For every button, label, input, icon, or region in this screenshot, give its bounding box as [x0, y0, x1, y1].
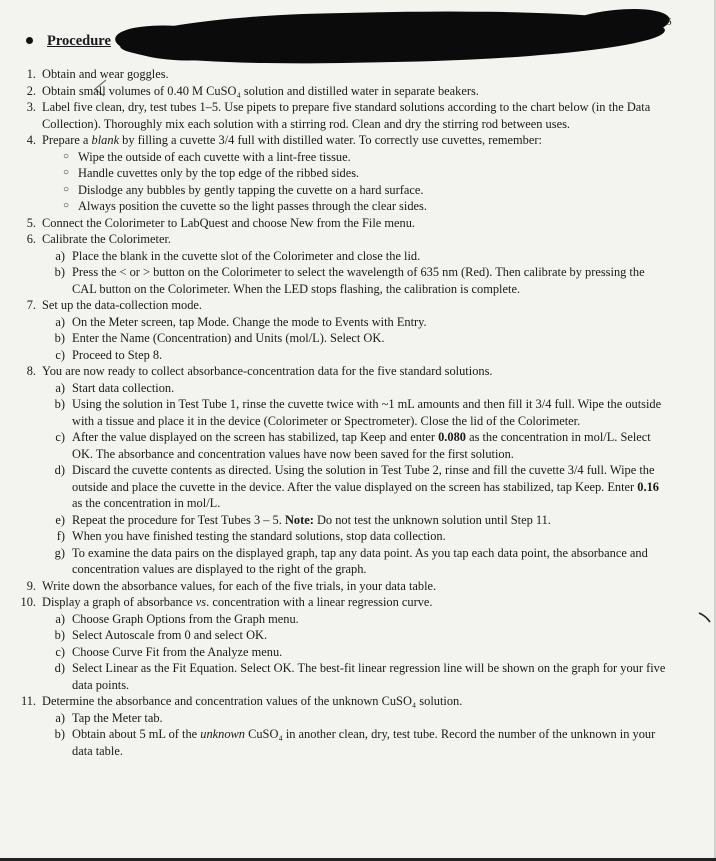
sub-item: d) Select Linear as the Fit Equation. Select OK. The best-fit linear regression line will be shown on the graph for your five data points.	[54, 661, 666, 692]
step-text: Determine the absorbance and concentration values of the unknown CuSO₄ solution.	[42, 694, 463, 708]
redaction-scribble	[559, 4, 672, 45]
circle-bullet-icon: ○	[62, 150, 69, 162]
sub-item: e) Repeat the procedure for Test Tubes 3 – 5. Note: Do not test the unknown solution until Step 11.	[55, 512, 551, 527]
sub-item: c) After the value displayed on the screen has stabilized, tap Keep and enter 0.080 as the concentration in mol/L. Select OK. The absorbance and concentration values have now been saved for the first solution.	[55, 430, 651, 461]
step-number: 6.	[26, 232, 36, 246]
step-number: 9.	[26, 578, 36, 593]
step-number: 4.	[26, 133, 36, 147]
sub-item: b) Obtain about 5 mL of the unknown CuSO₄ in another clean, dry, test tube. Record the number of the unknown in your data table.	[54, 727, 656, 758]
step-text: You are now ready to collect absorbance-concentration data for the five standard solutions.	[42, 364, 493, 378]
step-number: 11.	[20, 694, 36, 708]
page-number: 6	[666, 16, 672, 28]
sub-item: f) When you have finished testing the standard solutions, stop data collection.	[56, 529, 446, 543]
list-item	[0, 578, 700, 595]
list-item	[0, 99, 700, 132]
sub-item: b) Using the solution in Test Tube 1, rinse the cuvette twice with ~1 mL amounts and then fill it 3/4 full. Wipe the outside with a tissue and place it in the device (Colorimeter or Spectrometer). Close the lid of the Colorimeter.	[54, 397, 662, 428]
section-title: Procedure	[47, 33, 111, 49]
sub-item: d) Discard the cuvette contents as directed. Using the solution in Test Tube 2, rinse and fill the cuvette 3/4 full. Wipe the outside and place the cuvette in the device. After the value displayed on the screen has stabilized, tap Keep. Enter 0.16 as the concentration in mol/L.	[54, 463, 659, 510]
step-text: Obtain and wear goggles.	[42, 67, 169, 81]
sub-item: a) Start data collection.	[55, 380, 175, 395]
list-item	[0, 83, 700, 100]
step-text: Display a graph of absorbance vs. concentration with a linear regression curve.	[42, 595, 433, 609]
edge-mark-icon	[698, 610, 712, 624]
step-text: Obtain small volumes of 0.40 M CuSO₄ solution and distilled water in separate beakers.	[42, 83, 479, 98]
step-number: 7.	[26, 298, 36, 312]
circle-bullet-icon: ○	[62, 167, 69, 178]
list-item	[0, 231, 700, 248]
sub-item: a) Choose Graph Options from the Graph menu.	[55, 611, 299, 626]
circle-bullet-icon: ○	[62, 200, 69, 211]
sub-item: b) Select Autoscale from 0 and select OK.	[54, 628, 268, 642]
sub-item: b) Enter the Name (Concentration) and Units (mol/L). Select OK.	[54, 331, 385, 345]
bullet-item: ○ Dislodge any bubbles by gently tapping the cuvette on a hard surface.	[0, 182, 700, 199]
sub-item: c) Proceed to Step 8.	[55, 347, 163, 362]
list-item	[0, 363, 700, 380]
list-item	[0, 297, 700, 314]
sub-item: g) To examine the data pairs on the displayed graph, tap any data point. As you tap each data point, the absorbance and concentration values are displayed to the right of the graph.	[54, 545, 648, 576]
step-text: Prepare a blank by filling a cuvette 3/4 full with distilled water. To correctly use cuvettes, remember:	[42, 133, 542, 147]
step-number: 2.	[26, 83, 36, 98]
bullet-item: ○ Handle cuvettes only by the top edge of the ribbed sides.	[0, 165, 700, 182]
sub-item: a) On the Meter screen, tap Mode. Change the mode to Events with Entry.	[55, 314, 427, 329]
step-number: 10.	[20, 595, 36, 609]
list-item	[0, 594, 700, 611]
sub-item: c) Choose Curve Fit from the Analyze menu.	[55, 644, 283, 659]
procedure-list	[0, 66, 700, 759]
bullet-item: ○ Always position the cuvette so the light passes through the clear sides.	[0, 198, 700, 215]
step-number: 1.	[26, 67, 36, 81]
list-item	[0, 66, 700, 83]
circle-bullet-icon: ○	[62, 183, 69, 195]
step-number: 5.	[26, 215, 36, 230]
sub-item: a) Place the blank in the cuvette slot of the Colorimeter and close the lid.	[55, 248, 421, 263]
section-header	[26, 33, 111, 50]
step-text: Write down the absorbance values, for each of the five trials, in your data table.	[42, 578, 437, 593]
step-number: 3.	[26, 100, 36, 114]
sub-item: a) Tap the Meter tab.	[55, 710, 163, 725]
list-item	[0, 215, 700, 232]
step-text: Set up the data-collection mode.	[42, 298, 202, 312]
list-item	[0, 132, 700, 149]
bullet-icon	[26, 37, 33, 44]
step-text: Connect the Colorimeter to LabQuest and choose New from the File menu.	[42, 215, 416, 230]
step-text: Label five clean, dry, test tubes 1–5. Use pipets to prepare five standard solutions according to the chart below (in the Data Collection). Thoroughly mix each solution with a stirring rod. Clean and dry the stirring rod between uses.	[42, 100, 651, 131]
sub-item: b) Press the < or > button on the Colorimeter to select the wavelength of 635 nm (Red). Then calibrate by pressing the CAL button on the Colorimeter. When the LED stops flashing, the calibration is complete.	[54, 265, 645, 296]
step-text: Calibrate the Colorimeter.	[42, 232, 172, 246]
step-number: 8.	[26, 364, 36, 378]
bullet-item: ○ Wipe the outside of each cuvette with a lint-free tissue.	[0, 149, 700, 166]
list-item	[0, 693, 700, 710]
